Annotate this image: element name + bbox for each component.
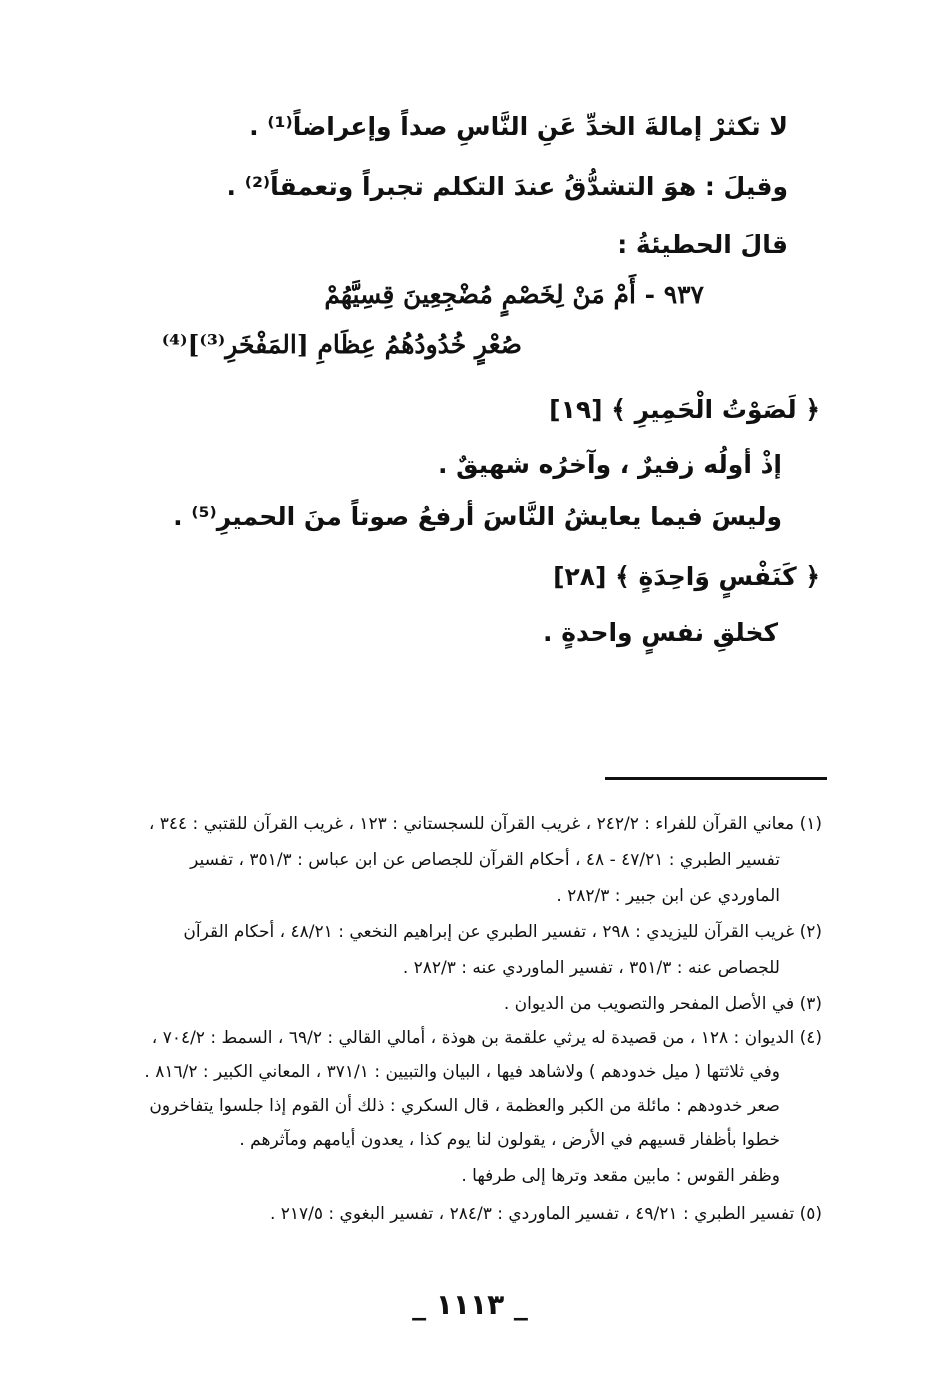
quran-heading: ﴿ كَنَفْسٍ وَاحِدَةٍ ﴾ [٢٨] xyxy=(553,562,820,591)
text-line: لا تكثرْ إمالةَ الخدِّ عَنِ النَّاسِ صداً وإعراضاً⁽¹⁾ . xyxy=(249,112,788,141)
poem-verse-first: ٩٣٧ - أَمْ مَنْ لِخَصْمٍ مُضْجِعِينَ قِسِيَّهُمْ xyxy=(324,280,704,309)
text-line: كخلقِ نفسٍ واحدةٍ . xyxy=(543,618,778,647)
footnote-line: وفي ثلاثتها ( ميل خدودهم ) ولاشاهد فيها ، البيان والتبيين : ٣٧١/١ ، المعاني الكبير : ٨١٦/٢ . xyxy=(144,1062,780,1082)
quran-heading: ﴿ لَصَوْتُ الْحَمِيرِ ﴾ [١٩] xyxy=(549,395,820,424)
footnote-line: تفسير الطبري : ٤٧/٢١ - ٤٨ ، أحكام القرآن للجصاص عن ابن عباس : ٣٥١/٣ ، تفسير xyxy=(190,850,780,870)
footnote-line: (٥) تفسير الطبري : ٤٩/٢١ ، تفسير الماوردي : ٢٨٤/٣ ، تفسير البغوي : ٢١٧/٥ . xyxy=(269,1204,822,1224)
text-line: إذْ أولُه زفيرٌ ، وآخرُه شهيقٌ . xyxy=(437,450,782,479)
footnote-line: الماوردي عن ابن جبير : ٢٨٢/٣ . xyxy=(556,886,780,906)
footnote-line: صعر خدودهم : مائلة من الكبر والعظمة ، قال السكري : ذلك أن القوم إذا جلسوا يتفاخرون xyxy=(149,1096,780,1116)
poem-verse-second: صُعْرٍ خُدُودُهُمُ عِظَامِ [المَفْخَرِ⁽³⁾]⁽⁴⁾ xyxy=(161,330,522,359)
footnote-line: خطوا بأظفار قسيهم في الأرض ، يقولون لنا يوم كذا ، يعدون أيامهم ومآثرهم . xyxy=(239,1130,780,1150)
footnote-line: (٤) الديوان : ١٢٨ ، من قصيدة له يرثي علقمة بن هوذة ، أمالي القالي : ٦٩/٢ ، السمط : ٧٠٤/٢ ، xyxy=(151,1028,822,1048)
footnote-separator xyxy=(605,777,827,780)
footnote-line: للجصاص عنه : ٣٥١/٣ ، تفسير الماوردي عنه : ٢٨٢/٣ . xyxy=(402,958,780,978)
footnote-line: (٢) غريب القرآن لليزيدي : ٢٩٨ ، تفسير الطبري عن إبراهيم النخعي : ٤٨/٢١ ، أحكام القرآن xyxy=(183,922,822,942)
text-line: قالَ الحطيئةُ : xyxy=(617,230,788,259)
text-line: وليسَ فيما يعايشُ النَّاسَ أرفعُ صوتاً منَ الحميرِ⁽⁵⁾ . xyxy=(173,502,782,531)
text-line: وقيلَ : هوَ التشدُّقُ عندَ التكلم تجبراً وتعمقاً⁽²⁾ . xyxy=(226,172,788,201)
footnote-line: وظفر القوس : مابين مقعد وترها إلى طرفها . xyxy=(461,1166,780,1186)
footnote-line: (١) معاني القرآن للفراء : ٢٤٢/٢ ، غريب القرآن للسجستاني : ١٢٣ ، غريب القرآن للقتبي : ٣٤٤ ، xyxy=(148,814,822,834)
footnote-line: (٣) في الأصل المفحر والتصويب من الديوان . xyxy=(503,994,822,1014)
page-number: _ ١١١٣ _ xyxy=(412,1288,528,1321)
